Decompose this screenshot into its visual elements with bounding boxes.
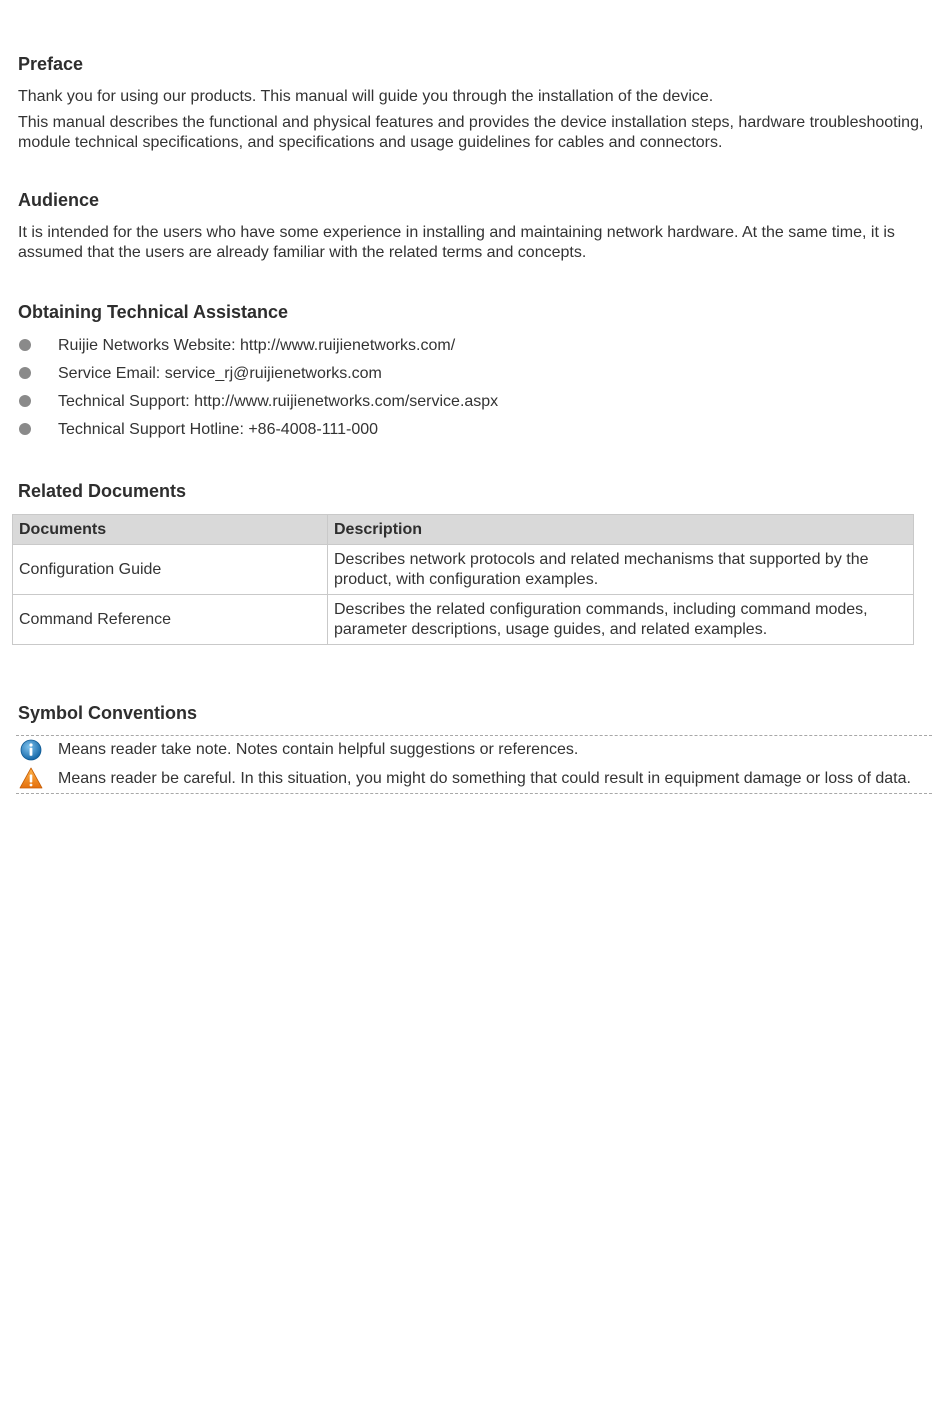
document-description-cell: Describes the related configuration commands, including command modes, parameter descriptions, usage guides, and related examples. bbox=[328, 595, 914, 645]
warning-convention-row bbox=[16, 769, 932, 789]
description-column-header: Description bbox=[328, 515, 914, 545]
symbol-conventions-heading: Symbol Conventions bbox=[18, 703, 198, 723]
hotline-text: Technical Support Hotline: +86-4008-111-000 bbox=[58, 421, 379, 438]
table-row bbox=[13, 545, 914, 595]
list-item bbox=[18, 419, 498, 447]
document-description-cell: Describes network protocols and related mechanisms that supported by the product, with configuration examples. bbox=[328, 545, 914, 595]
symbol-conventions-box bbox=[16, 735, 932, 794]
bullet-icon bbox=[19, 367, 31, 379]
note-convention-row bbox=[16, 740, 932, 760]
list-item bbox=[18, 391, 498, 419]
preface-paragraph-1: Thank you for using our products. This manual will guide you through the installation of the device. bbox=[18, 88, 714, 105]
table-row bbox=[13, 595, 914, 645]
table-header-row bbox=[13, 515, 914, 545]
note-convention-text: Means reader take note. Notes contain helpful suggestions or references. bbox=[58, 741, 579, 758]
related-documents-heading: Related Documents bbox=[18, 481, 187, 501]
document-name-cell: Command Reference bbox=[13, 595, 328, 645]
bullet-icon bbox=[19, 339, 31, 351]
info-icon bbox=[19, 738, 43, 762]
audience-paragraph: It is intended for the users who have some experience in installing and maintaining network hardware. At the same time, it is assumed that the users are already familiar with the related terms and concepts. bbox=[18, 224, 895, 261]
preface-heading: Preface bbox=[18, 54, 84, 74]
list-item bbox=[18, 335, 498, 363]
document-name-cell: Configuration Guide bbox=[13, 545, 328, 595]
website-text: Ruijie Networks Website: http://www.ruijienetworks.com/ bbox=[58, 337, 456, 354]
assistance-heading: Obtaining Technical Assistance bbox=[18, 302, 289, 322]
audience-heading: Audience bbox=[18, 190, 100, 210]
bullet-icon bbox=[19, 395, 31, 407]
preface-paragraph-2: This manual describes the functional and physical features and provides the device installation steps, hardware troubleshooting, module technical specifications, and specifications and usage guidelines for cables and connectors. bbox=[18, 114, 924, 151]
warning-icon bbox=[19, 766, 43, 790]
support-text: Technical Support: http://www.ruijienetworks.com/service.aspx bbox=[58, 393, 499, 410]
email-text: Service Email: service_rj@ruijienetworks.com bbox=[58, 365, 382, 382]
assistance-list bbox=[18, 335, 498, 447]
list-item bbox=[18, 363, 498, 391]
bullet-icon bbox=[19, 423, 31, 435]
documents-column-header: Documents bbox=[13, 515, 328, 545]
related-documents-table bbox=[12, 514, 914, 645]
warning-convention-text: Means reader be careful. In this situation, you might do something that could result in equipment damage or loss of data. bbox=[58, 770, 911, 787]
